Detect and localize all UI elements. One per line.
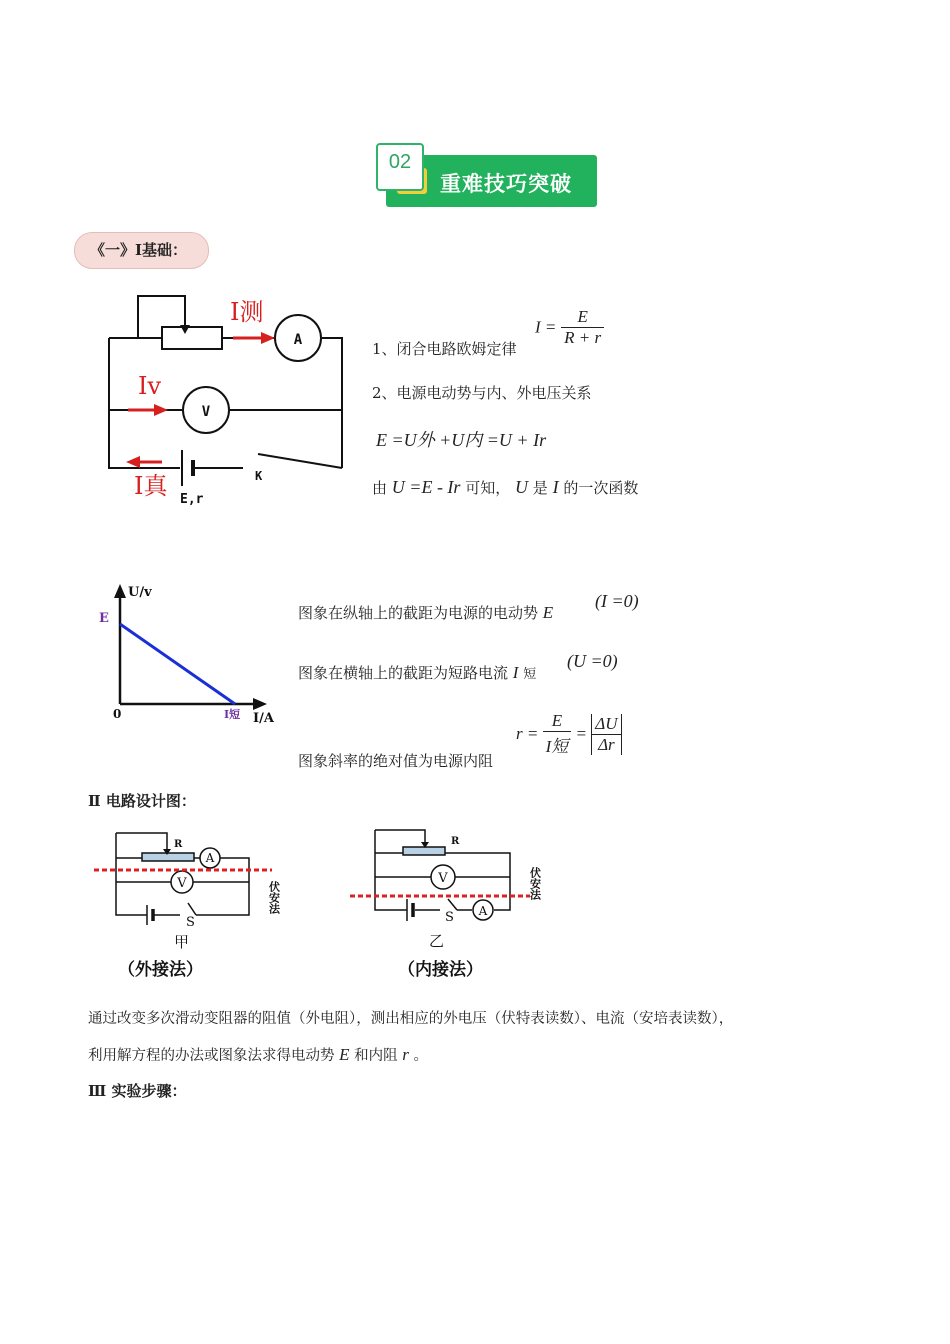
basic-circuit-diagram [100, 290, 360, 515]
law2-text: 2、电源电动势与内、外电压关系 [372, 384, 592, 402]
voltmeter-label: V [177, 876, 187, 891]
voltmeter-label: V [201, 404, 211, 420]
switch-label: S [186, 915, 195, 930]
i-measured-label: I测 [230, 298, 264, 326]
rheostat-label: R [174, 839, 183, 850]
source-label: E,r [180, 492, 204, 507]
graph-note3: 图象斜率的绝对值为电源内阻 [298, 752, 494, 770]
side-label: 伏安法 [528, 867, 542, 900]
ammeter-label: A [478, 904, 488, 918]
origin-label: 0 [113, 707, 122, 721]
graph-note2-cond: (U =0) [567, 651, 618, 671]
graph-note1-cond: (I =0) [595, 591, 639, 611]
part3-heading: Ⅲ 实验步骤： [88, 1082, 187, 1100]
ammeter-label: A [293, 332, 303, 348]
slope-formula: r = $\frac{E}{\text{I短}}$ = $\frac{\Delta U}{\Delta r}$ [516, 711, 622, 757]
rheostat-label: R [451, 836, 460, 847]
graph-line [120, 624, 235, 704]
part2-heading: Ⅱ 电路设计图： [88, 792, 196, 810]
x-axis-label: I/A [253, 711, 274, 726]
law1-text: 1、闭合电路欧姆定律 [372, 340, 517, 358]
i-true-label: I真 [134, 472, 168, 500]
ammeter-label: A [205, 851, 215, 865]
voltmeter-label: V [438, 871, 448, 886]
section-number: 02 [388, 151, 412, 173]
switch-label: K [255, 469, 263, 483]
method-label: （外接法） [118, 960, 203, 980]
i-short-label: I短 [224, 708, 241, 721]
side-label: 伏安法 [267, 881, 281, 914]
method-label: （内接法） [398, 960, 483, 980]
description-line2: 利用解方程的办法或图象法求得电动势 E 和内阻 r 。 [88, 1045, 428, 1064]
law2-formula: E =U外 +U内 =U + Ir [376, 430, 547, 450]
description-line1: 通过改变多次滑动变阻器的阻值（外电阻），测出相应的外电压（伏特表读数）、电流（安培表读数）， [88, 1011, 734, 1027]
e-label: E [99, 611, 109, 626]
circuit-name: 甲 [174, 933, 190, 951]
y-axis-label: U/v [128, 585, 152, 600]
law3-text: 由 U =E - Ir 可知， U 是 I 的一次函数 [372, 477, 639, 497]
section-title: 重难技巧突破 [440, 172, 572, 196]
circuit-name: 乙 [429, 932, 445, 950]
internal-method-circuit [345, 825, 560, 985]
i-v-label: Iv [138, 372, 162, 400]
graph-note2: 图象在横轴上的截距为短路电流 I 短 [298, 663, 537, 682]
u-i-graph [95, 580, 285, 730]
external-method-circuit [92, 825, 302, 985]
law1-formula: I = $\frac{E}{R + r}$ [535, 307, 604, 348]
switch-label: S [445, 910, 454, 925]
part1-heading: 《一》Ⅰ基础： [90, 241, 188, 259]
graph-note1: 图象在纵轴上的截距为电源的电动势 E [298, 603, 554, 622]
